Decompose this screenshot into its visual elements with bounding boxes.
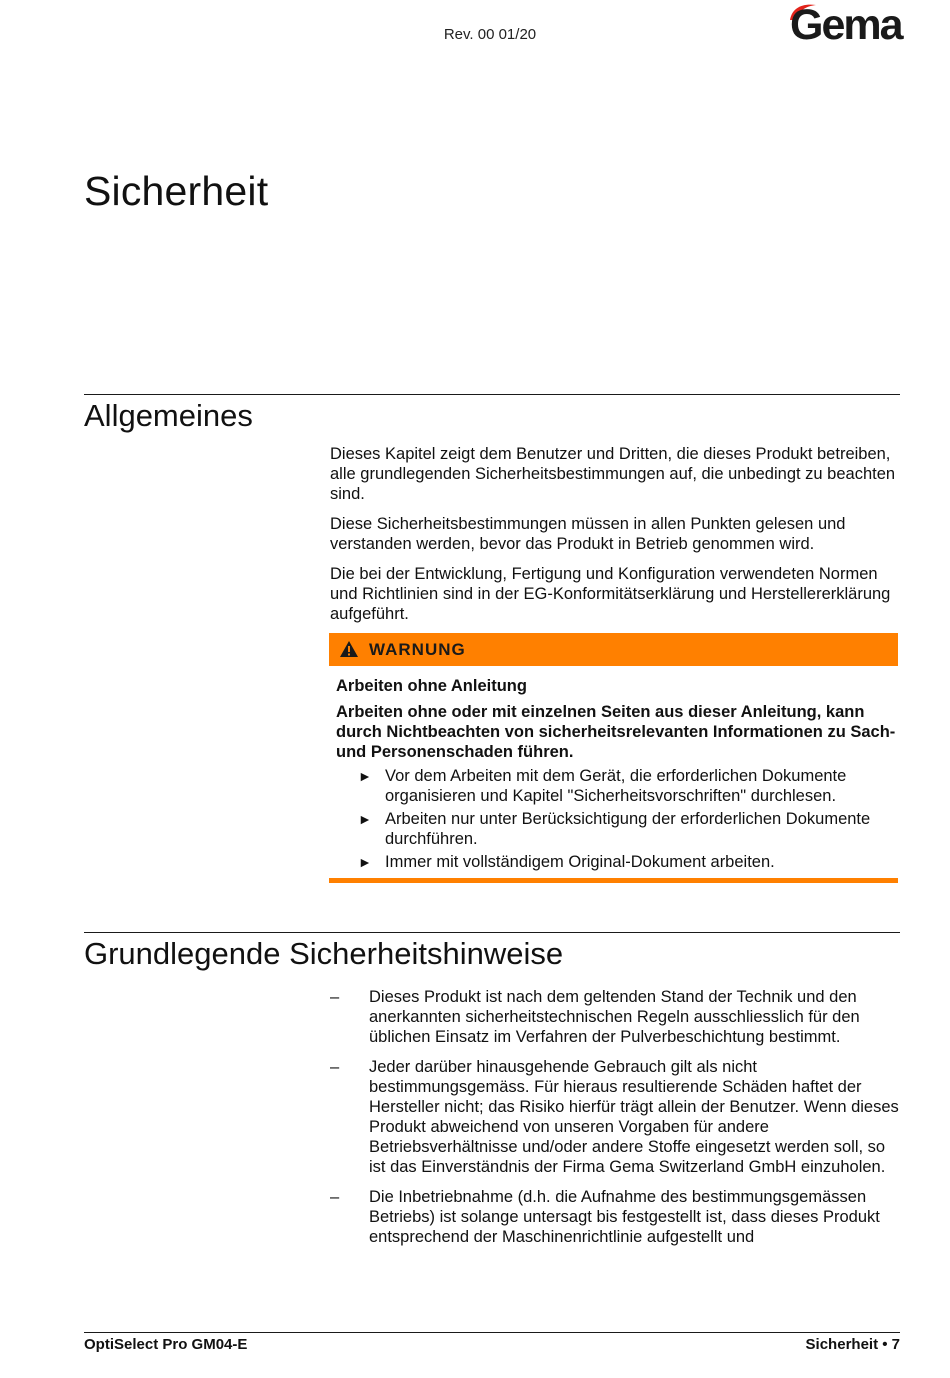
list-item xyxy=(336,809,896,849)
gema-logo xyxy=(790,2,902,48)
warning-label: WARNUNG xyxy=(369,640,466,659)
list-item xyxy=(336,766,896,806)
list-item xyxy=(330,1057,900,1177)
dash-bullet: – xyxy=(330,1058,340,1076)
warning-triangle-icon xyxy=(339,640,359,658)
bullet-arrow-icon: ► xyxy=(358,768,372,784)
page-title: Sicherheit xyxy=(84,168,269,214)
footer-divider xyxy=(84,1332,900,1333)
list-item-text: Die Inbetriebnahme (d.h. die Aufnahme des bestimmungsgemässen Betriebs) ist solange untersagt bis festgestellt ist, dass dieses Produkt entsprechend der Maschinenrichtlinie aufgestellt und xyxy=(369,1188,880,1246)
revision-label: Rev. 00 01/20 xyxy=(443,26,537,43)
list-item-text: Dieses Produkt ist nach dem geltenden Stand der Technik und den anerkannten sicherheitstechnischen Regeln ausschliesslich für den üblichen Einsatz im Verfahren der Pulverbeschichtung bestimmt. xyxy=(369,988,860,1046)
footer-product-name: OptiSelect Pro GM04-E xyxy=(84,1336,248,1353)
allgemeines-body xyxy=(330,444,900,634)
bullet-arrow-icon: ► xyxy=(358,811,372,827)
list-item-text: Jeder darüber hinausgehende Gebrauch gilt als nicht bestimmungsgemäss. Für hieraus resultierende Schäden haftet der Hersteller nicht; das Risiko hierfür trägt allein der Benutzer. Wenn dieses Produkt abweichend von unseren Vorgaben für andere Betriebsverhältnisse und/oder andere Stoffe eingesetzt werden soll, so ist das Einverständnis der Firma Gema Switzerland GmbH einzuholen. xyxy=(369,1058,899,1176)
paragraph: Diese Sicherheitsbestimmungen müssen in allen Punkten gelesen und verstanden werden, bevor das Produkt in Betrieb genommen wird. xyxy=(330,515,846,553)
warning-title: Arbeiten ohne Anleitung xyxy=(336,677,527,695)
bullet-text: Vor dem Arbeiten mit dem Gerät, die erforderlichen Dokumente organisieren und Kapitel "Sicherheitsvorschriften" durchlesen. xyxy=(385,767,847,805)
footer-page-info: Sicherheit • 7 xyxy=(805,1336,900,1353)
list-item xyxy=(330,1187,900,1247)
dash-bullet: – xyxy=(330,1188,340,1206)
dash-bullet: – xyxy=(330,988,340,1006)
section-divider xyxy=(84,932,900,933)
section-divider xyxy=(84,394,900,395)
list-item xyxy=(336,852,896,872)
section-heading-allgemeines: Allgemeines xyxy=(84,398,253,433)
logo-text: Gema xyxy=(790,1,902,49)
warning-body xyxy=(336,676,896,875)
warning-text: Arbeiten ohne oder mit einzelnen Seiten aus dieser Anleitung, kann durch Nichtbeachten von sicherheitsrelevanten Informationen zu Sach- und Personenschaden führen. xyxy=(336,703,896,761)
warning-bullet-list xyxy=(336,766,896,872)
section-heading-grundlegende: Grundlegende Sicherheitshinweise xyxy=(84,936,564,971)
safety-dash-list xyxy=(330,987,900,1257)
warning-bottom-bar xyxy=(329,878,898,883)
bullet-text: Arbeiten nur unter Berücksichtigung der erforderlichen Dokumente durchführen. xyxy=(385,810,871,848)
list-item xyxy=(330,987,900,1047)
warning-header-bar xyxy=(329,633,898,666)
bullet-arrow-icon: ► xyxy=(358,854,372,870)
bullet-text: Immer mit vollständigem Original-Dokument arbeiten. xyxy=(385,853,775,871)
paragraph: Dieses Kapitel zeigt dem Benutzer und Dritten, die dieses Produkt betreiben, alle grundlegenden Sicherheitsbestimmungen auf, die unbedingt zu beachten sind. xyxy=(330,445,896,503)
paragraph: Die bei der Entwicklung, Fertigung und Konfiguration verwendeten Normen und Richtlinien sind in der EG-Konformitätserklärung und Herstellererklärung aufgeführt. xyxy=(330,565,891,623)
